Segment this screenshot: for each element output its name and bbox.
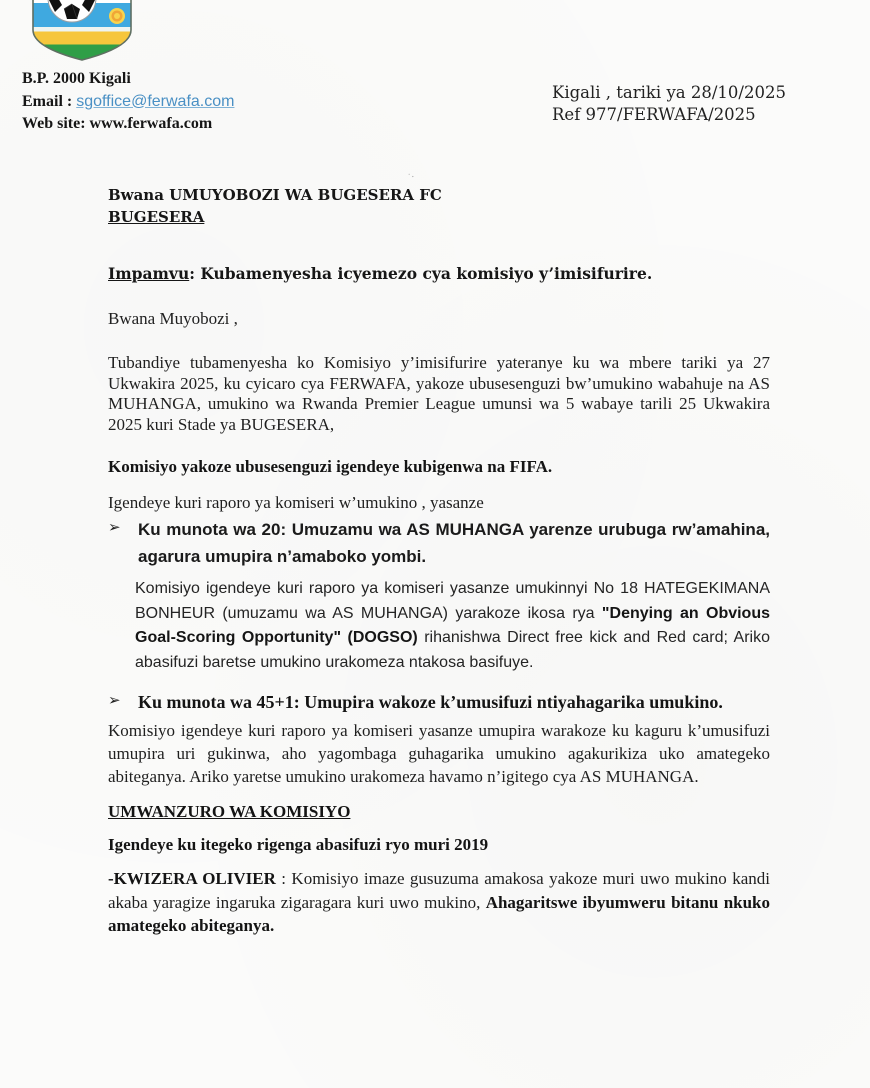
conclusion-heading [108,802,770,822]
decision-paragraph [108,867,770,938]
email-link[interactable]: sgoffice@ferwafa.com [76,92,235,110]
finding-1-title: Ku munota wa 20: Umuzamu wa AS MUHANGA yarenze urubuga rw’amahina, agarura umupira n’amaboko yombi. [138,520,770,566]
dateline-block [552,82,786,126]
subject-line [108,264,770,283]
subject-label: Impamvu [108,264,190,283]
ferwafa-crest-logo [31,0,133,62]
scan-artifact: ˙· [407,171,416,184]
finding-2-heading [108,689,770,716]
finding-1-detail [135,577,770,675]
finding-2-title: Ku munota wa 45+1: Umupira wakoze k’umusifuzi ntiyahagarika umukino. [138,692,723,712]
legal-basis-line: Igendeye ku itegeko rigenga abasifuzi ryo muri 2019 [108,835,489,854]
conclusion-heading-text: UMWANZURO WA KOMISIYO [108,802,351,821]
finding-1-detail-pre: Komisiyo igendeye kuri raporo ya komiseri yasanze umukinnyi No 18 HATEGEKIMANA BONHEUR (umuzamu wa AS MUHANGA) yarakoze ikosa rya [135,580,770,622]
email-line [22,91,234,114]
report-lead: Igendeye kuri raporo ya komiseri w’umukino , yasanze [108,493,484,512]
subject-text: : Kubamenyesha icyemezo cya komisiyo y’imisifurire. [189,264,653,283]
recipient-line1: Bwana UMUYOBOZI WA BUGESERA FC [108,186,442,204]
finding-1-heading [108,516,770,570]
dogso-bold-phrase: "Denying an Obvious Goal-Scoring Opportunity" (DOGSO) [135,604,771,646]
email-label: Email : [22,92,73,110]
website-line [22,113,234,136]
fifa-note: Komisiyo yakoze ubusesenguzi igendeye kubigenwa na FIFA. [108,457,553,476]
crest-icon [31,0,133,62]
reference-number: Ref 977/FERWAFA/2025 [552,105,756,124]
intro-paragraph: Tubandiye tubamenyesha ko Komisiyo y’imisifurire yateranye ku wa mbere tariki ya 27 Ukwakira 2025, ku cyicaro cya FERWAFA, yakoze ubusesenguzi bw’umukino wabahuje na AS MUHANGA, umukino wa Rwanda Premier League umunsi wa 5 wabaye tarili 25 Ukwakira 2025 kuri Stade ya BUGESERA, [108,353,770,434]
arrow-bullet-icon: ➢ [108,693,121,709]
decision-text: : Komisiyo imaze gusuzuma amakosa yakoze muri uwo mukino kandi akaba yaragize ingaruka zigaragara kuri uwo mukino, [108,869,770,912]
letterhead-contact [22,68,234,136]
website-url: www.ferwafa.com [89,115,213,132]
sanctioned-player-name: -KWIZERA OLIVIER [108,869,276,888]
recipient-block [108,184,770,228]
postal-address: B.P. 2000 Kigali [22,70,131,87]
sanction-bold-text: Ahagaritswe ibyumweru bitanu nkuko amategeko abiteganya. [108,892,771,935]
place-and-date: Kigali , tariki ya 28/10/2025 [552,83,786,102]
sun-icon [109,8,125,24]
website-label: Web site: [22,115,86,132]
letter-body [108,184,770,938]
finding-2-detail: Komisiyo igendeye kuri raporo ya komiseri yasanze umupira warakoze ku kaguru k’umusifuzi umupira uri gukinwa, aho yagombaga guhagarika umukino agakurikiza uko amategeko abiteganya. Ariko yaretse umukino urakomeza havamo n’igitego cya AS MUHANGA. [108,721,770,786]
recipient-line2: BUGESERA [108,208,205,226]
salutation: Bwana Muyobozi , [108,309,238,328]
finding-1-detail-post: rihanishwa Direct free kick and Red card; Ariko abasifuzi baretse umukino urakomeza ntakosa basifuye. [135,629,771,671]
arrow-bullet-icon: ➢ [108,520,121,536]
